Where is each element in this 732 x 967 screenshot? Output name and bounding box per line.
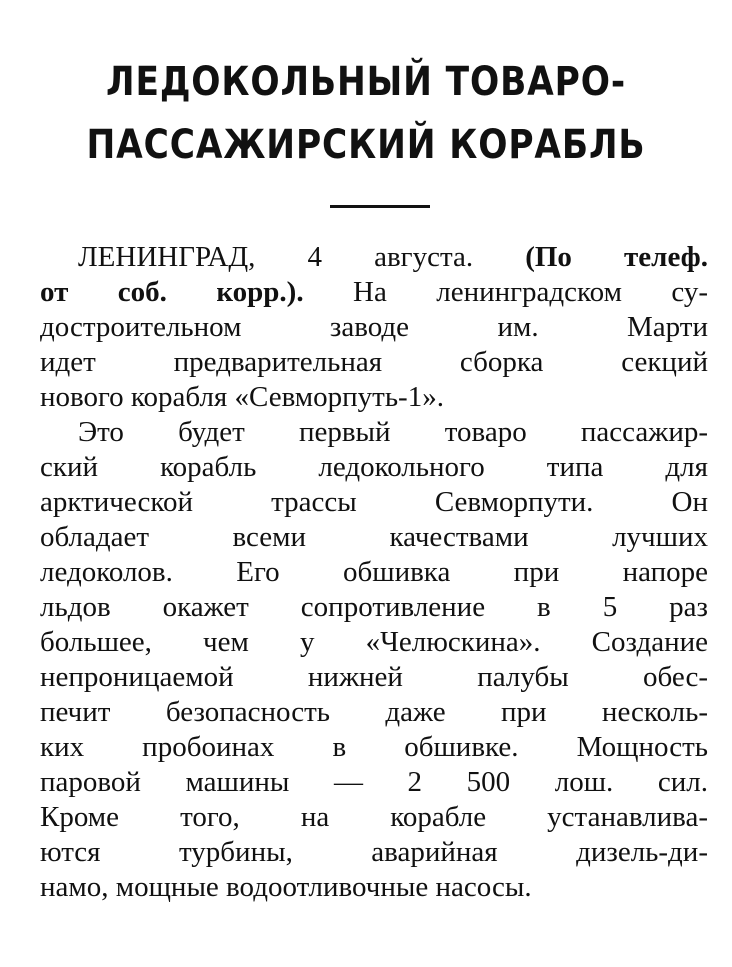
paragraph-2-line: непроницаемой нижней палубы обес- (40, 661, 708, 693)
dateline-line (78, 243, 708, 272)
paragraph-1-line-3: идет предварительная сборка секций (40, 346, 708, 378)
paragraph-2-line: ский корабль ледокольного типа для (40, 451, 708, 483)
headline-line-2: ПАССАЖИРСКИЙ КОРАБЛЬ (86, 122, 646, 168)
paragraph-2-line: Кроме того, на корабле устанавлива- (40, 801, 708, 833)
paragraph-2-line: обладает всеми качествами лучших (40, 521, 708, 553)
paragraph-1-line-4: нового корабля «Севморпуть-1». (40, 381, 444, 413)
dateline-place-date: ЛЕНИНГРАД, 4 августа. (78, 241, 474, 273)
paragraph-1-text: На ленинградском су- (353, 276, 709, 308)
paragraph-2-line: намо, мощные водоотливочные насосы. (40, 871, 532, 903)
paragraph-2-line: льдов окажет сопротивление в 5 раз (40, 591, 708, 623)
headline-line-1: ЛЕДОКОЛЬНЫЙ ТОВАРО- (106, 59, 626, 105)
dateline-source: (По телеф. (525, 241, 708, 273)
dateline-source-continued: от соб. корр.). (40, 276, 304, 308)
paragraph-1-line-1 (40, 278, 708, 307)
paragraph-2-line: паровой машины — 2 500 лош. сил. (40, 766, 708, 798)
paragraph-2-line: ких пробоинах в обшивке. Мощность (40, 731, 708, 763)
paragraph-2-line: печит безопасность даже при несколь- (40, 696, 708, 728)
paragraph-2-line: ледоколов. Его обшивка при напоре (40, 556, 708, 588)
paragraph-1-line-2: достроительном заводе им. Марти (40, 311, 708, 343)
headline-divider (330, 205, 430, 208)
paragraph-2-line: большее, чем у «Челюскина». Создание (40, 626, 708, 658)
paragraph-2-line: арктической трассы Севморпути. Он (40, 486, 708, 518)
paragraph-2-line: ются турбины, аварийная дизель-ди- (40, 836, 708, 868)
paragraph-2-line: Это будет первый товаро пассажир- (78, 416, 708, 448)
